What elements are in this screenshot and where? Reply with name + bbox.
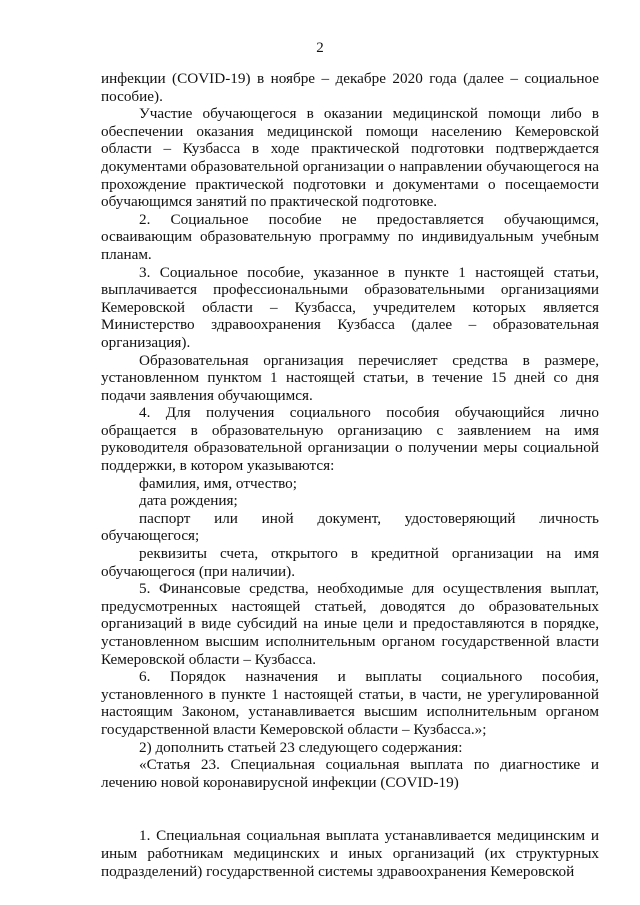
paragraph-item-2: 2. Социальное пособие не предоставляется обучающимся, осваивающим образовательную программу по индивидуальным учебным планам.	[101, 210, 599, 263]
paragraph-participation: Участие обучающегося в оказании медицинской помощи либо в обеспечении оказания медицинской помощи населению Кемеровской области – Кузбасса в ходе практической подготовки подтверждается документами образовательной организации о направлении обучающегося на прохождение практической подготовки и документами о посещаемости обучающимся занятий по практической подготовке.	[101, 105, 599, 211]
article-23-heading: «Статья 23. Специальная социальная выплата по диагностике и лечению новой коронавирусной инфекции (COVID-19)	[101, 756, 599, 791]
page-number: 2	[316, 40, 324, 56]
paragraph-item-3: 3. Социальное пособие, указанное в пункте 1 настоящей статьи, выплачивается профессиональными образовательными организациями Кемеровской области – Кузбасса, учредителем которых является Министерство здравоохранения Кузбасса (далее – образовательная организация).	[101, 263, 599, 351]
paragraph-continuation: инфекции (COVID-19) в ноябре – декабре 2020 года (далее – социальное пособие).	[101, 70, 599, 105]
paragraph-amendment-2: 2) дополнить статьей 23 следующего содержания:	[139, 738, 463, 756]
list-item-bank-details: реквизиты счета, открытого в кредитной организации на имя обучающегося (при наличии).	[101, 545, 599, 580]
paragraph-item-5: 5. Финансовые средства, необходимые для осуществления выплат, предусмотренных настоящей статьей, доводятся до образовательных организаций в виде субсидий на иные цели и предоставляются в порядке, установленном высшим исполнительным органом государственной власти Кемеровской области – Кузбасса.	[101, 580, 599, 668]
paragraph-item-6: 6. Порядок назначения и выплаты социального пособия, установленного в пункте 1 настоящей статьи, в части, не урегулированной настоящим Законом, устанавливается высшим исполнительным органом государственной власти Кемеровской области – Кузбасса.»;	[101, 668, 599, 738]
paragraph-item-4: 4. Для получения социального пособия обучающийся лично обращается в образовательную организацию с заявлением на имя руководителя образовательной организации о получении меры социальной поддержки, в котором указываются:	[101, 404, 599, 475]
section-spacer	[101, 791, 599, 827]
list-item-passport: паспорт или иной документ, удостоверяющий личность обучающегося;	[101, 509, 599, 545]
paragraph-article-23-item-1: 1. Специальная социальная выплата устанавливается медицинским и иным работникам медицинских и иных организаций (их структурных подразделений) государственной системы здравоохранения Кемеровской	[101, 827, 599, 880]
list-item-birth-date: дата рождения;	[139, 492, 238, 510]
document-body	[101, 70, 599, 880]
paragraph-transfer-funds: Образовательная организация перечисляет средства в размере, установленном пунктом 1 настоящей статьи, в течение 15 дней со дня подачи заявления обучающимся.	[101, 351, 599, 404]
list-item-full-name: фамилия, имя, отчество;	[139, 474, 297, 492]
